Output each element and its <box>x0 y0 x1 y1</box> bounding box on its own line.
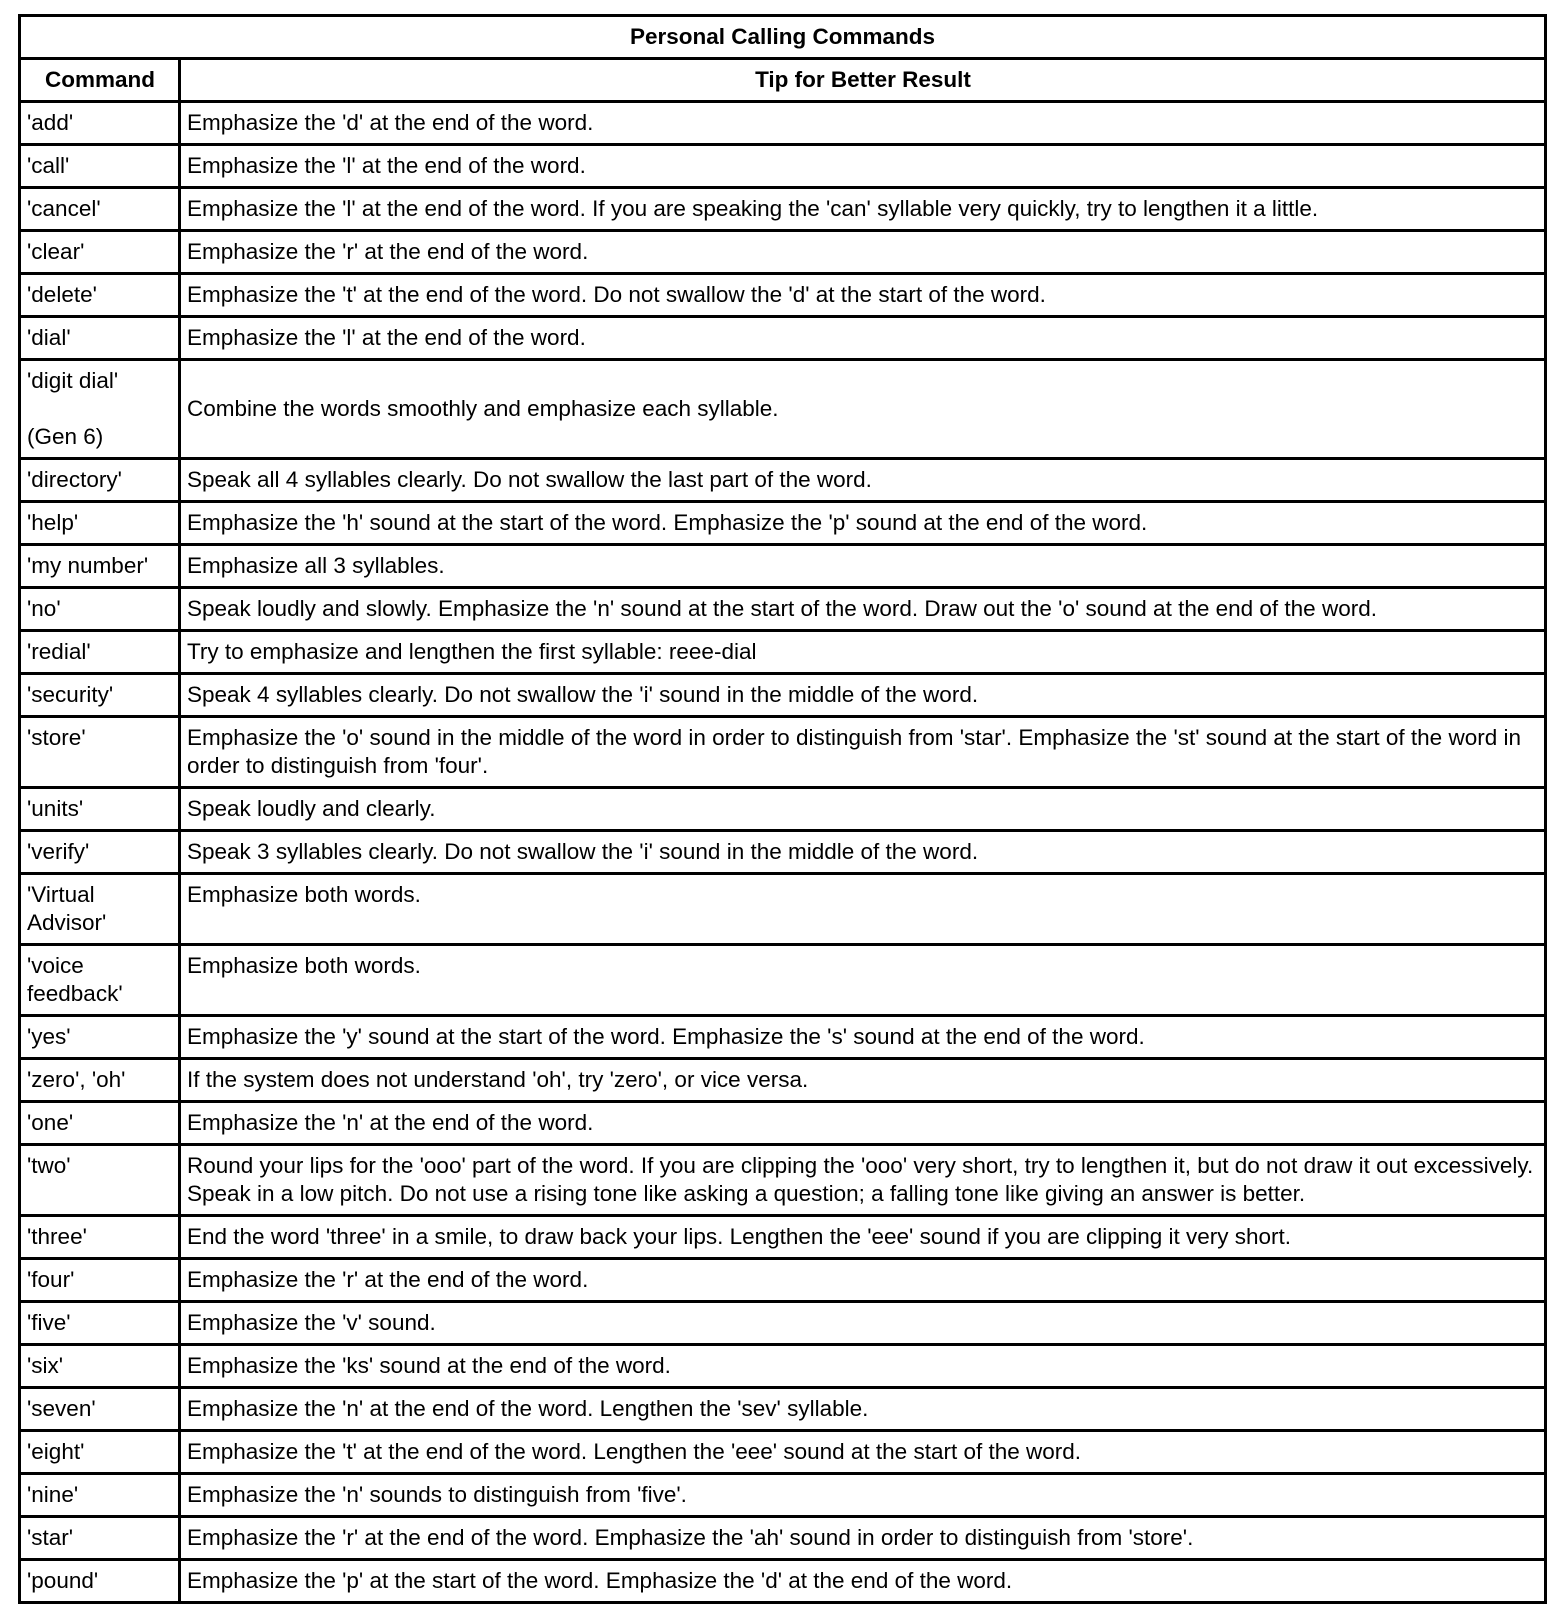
command-text: 'six' <box>27 1353 64 1378</box>
tip-cell: Try to emphasize and lengthen the first syllable: reee-dial <box>180 631 1546 674</box>
command-text: 'yes' <box>27 1024 71 1049</box>
table-row <box>20 317 1546 360</box>
command-text: 'verify' <box>27 839 90 864</box>
tip-cell: Speak loudly and clearly. <box>180 788 1546 831</box>
personal-calling-commands-table <box>18 14 1547 1604</box>
table-row <box>20 545 1546 588</box>
table-row <box>20 1102 1546 1145</box>
table-row <box>20 1145 1546 1216</box>
table-row <box>20 1345 1546 1388</box>
tip-cell: Emphasize the 'n' at the end of the word. Lengthen the 'sev' syllable. <box>180 1388 1546 1431</box>
command-text: 'five' <box>27 1310 71 1335</box>
tip-cell: Speak 4 syllables clearly. Do not swallow the 'i' sound in the middle of the word. <box>180 674 1546 717</box>
command-text: 'three' <box>27 1224 87 1249</box>
tip-cell: Emphasize the 'o' sound in the middle of the word in order to distinguish from 'star'. Emphasize the 'st' sound at the start of the word in order to distinguish from 'four'. <box>180 717 1546 788</box>
command-cell <box>20 1059 180 1102</box>
command-text: 'eight' <box>27 1439 85 1464</box>
tip-cell: Speak 3 syllables clearly. Do not swallow the 'i' sound in the middle of the word. <box>180 831 1546 874</box>
command-text: 'pound' <box>27 1568 99 1593</box>
table-row <box>20 145 1546 188</box>
command-text: 'zero', 'oh' <box>27 1067 126 1092</box>
command-cell <box>20 459 180 502</box>
command-text: 'no' <box>27 596 61 621</box>
command-text: 'voice feedback' <box>27 953 123 1006</box>
command-cell <box>20 1517 180 1560</box>
table-row <box>20 874 1546 945</box>
table-row <box>20 831 1546 874</box>
tip-cell: Emphasize the 'ks' sound at the end of the word. <box>180 1345 1546 1388</box>
command-cell <box>20 674 180 717</box>
command-cell <box>20 1431 180 1474</box>
command-cell <box>20 1259 180 1302</box>
tip-cell: Emphasize the 'n' at the end of the word. <box>180 1102 1546 1145</box>
tip-cell: Emphasize the 't' at the end of the word. Do not swallow the 'd' at the start of the word. <box>180 274 1546 317</box>
tip-cell: If the system does not understand 'oh', try 'zero', or vice versa. <box>180 1059 1546 1102</box>
command-cell <box>20 1216 180 1259</box>
command-text: 'two' <box>27 1153 71 1178</box>
command-cell <box>20 502 180 545</box>
command-text: 'digit dial' <box>27 368 119 393</box>
tip-cell: Emphasize the 'r' at the end of the word. <box>180 231 1546 274</box>
table-row <box>20 1474 1546 1517</box>
command-text: 'clear' <box>27 239 85 264</box>
tip-cell: Emphasize the 'r' at the end of the word. <box>180 1259 1546 1302</box>
command-cell <box>20 1345 180 1388</box>
command-cell <box>20 545 180 588</box>
tip-cell: Emphasize the 'l' at the end of the word. <box>180 145 1546 188</box>
command-text: 'one' <box>27 1110 74 1135</box>
tip-cell: Emphasize the 'd' at the end of the word. <box>180 102 1546 145</box>
table-row <box>20 1302 1546 1345</box>
table-row <box>20 1216 1546 1259</box>
table-row <box>20 1016 1546 1059</box>
command-cell <box>20 1302 180 1345</box>
command-text: 'store' <box>27 725 86 750</box>
table-row <box>20 102 1546 145</box>
command-cell <box>20 188 180 231</box>
tip-cell: Combine the words smoothly and emphasize each syllable. <box>180 360 1546 459</box>
command-cell <box>20 360 180 459</box>
tip-cell: Speak all 4 syllables clearly. Do not swallow the last part of the word. <box>180 459 1546 502</box>
command-cell <box>20 1388 180 1431</box>
command-cell <box>20 145 180 188</box>
table-row <box>20 502 1546 545</box>
command-cell <box>20 1016 180 1059</box>
command-cell <box>20 631 180 674</box>
tip-cell: Emphasize all 3 syllables. <box>180 545 1546 588</box>
tip-cell: Emphasize the 't' at the end of the word. Lengthen the 'eee' sound at the start of the word. <box>180 1431 1546 1474</box>
table-row <box>20 1560 1546 1603</box>
tip-cell: Emphasize the 'l' at the end of the word. If you are speaking the 'can' syllable very quickly, try to lengthen it a little. <box>180 188 1546 231</box>
table-row <box>20 1517 1546 1560</box>
command-text: 'nine' <box>27 1482 79 1507</box>
command-text: 'dial' <box>27 325 71 350</box>
command-cell <box>20 231 180 274</box>
table-row <box>20 588 1546 631</box>
command-text: 'seven' <box>27 1396 96 1421</box>
table-row <box>20 188 1546 231</box>
tip-cell: Emphasize the 'l' at the end of the word. <box>180 317 1546 360</box>
table-body <box>20 102 1546 1603</box>
table-header-row <box>20 59 1546 102</box>
column-header-command: Command <box>20 59 180 102</box>
column-header-tip: Tip for Better Result <box>180 59 1546 102</box>
tip-cell: Emphasize the 'v' sound. <box>180 1302 1546 1345</box>
command-cell <box>20 274 180 317</box>
tip-cell: End the word 'three' in a smile, to draw back your lips. Lengthen the 'eee' sound if you are clipping it very short. <box>180 1216 1546 1259</box>
tip-cell: Emphasize the 'r' at the end of the word. Emphasize the 'ah' sound in order to distinguish from 'store'. <box>180 1517 1546 1560</box>
command-cell <box>20 874 180 945</box>
command-cell <box>20 1102 180 1145</box>
table-row <box>20 459 1546 502</box>
command-cell <box>20 831 180 874</box>
command-cell <box>20 588 180 631</box>
tip-cell: Emphasize the 'n' sounds to distinguish from 'five'. <box>180 1474 1546 1517</box>
command-text: 'security' <box>27 682 114 707</box>
command-cell <box>20 1474 180 1517</box>
table-row <box>20 1059 1546 1102</box>
command-note: (Gen 6) <box>27 424 104 449</box>
command-text: 'directory' <box>27 467 122 492</box>
command-spacer <box>27 395 173 423</box>
command-text: 'add' <box>27 110 74 135</box>
tip-cell: Emphasize both words. <box>180 945 1546 1016</box>
command-text: 'Virtual Advisor' <box>27 882 107 935</box>
command-cell <box>20 102 180 145</box>
command-cell <box>20 945 180 1016</box>
tip-cell: Speak loudly and slowly. Emphasize the 'n' sound at the start of the word. Draw out the 'o' sound at the end of the word. <box>180 588 1546 631</box>
table-row <box>20 631 1546 674</box>
table-title: Personal Calling Commands <box>20 16 1546 59</box>
table-row <box>20 231 1546 274</box>
command-text: 'cancel' <box>27 196 101 221</box>
command-text: 'delete' <box>27 282 97 307</box>
table-row <box>20 945 1546 1016</box>
command-text: 'units' <box>27 796 84 821</box>
table-row <box>20 1388 1546 1431</box>
table-row <box>20 1431 1546 1474</box>
command-text: 'call' <box>27 153 70 178</box>
table-row <box>20 274 1546 317</box>
command-cell <box>20 788 180 831</box>
table-row <box>20 360 1546 459</box>
table-row <box>20 1259 1546 1302</box>
command-text: 'redial' <box>27 639 91 664</box>
command-text: 'four' <box>27 1267 75 1292</box>
table-row <box>20 717 1546 788</box>
command-cell <box>20 717 180 788</box>
tip-cell: Round your lips for the 'ooo' part of the word. If you are clipping the 'ooo' very short, try to lengthen it, but do not draw it out excessively. Speak in a low pitch. Do not use a rising tone like asking a question; a falling tone like giving an answer is better. <box>180 1145 1546 1216</box>
command-cell <box>20 1145 180 1216</box>
tip-cell: Emphasize the 'h' sound at the start of the word. Emphasize the 'p' sound at the end of the word. <box>180 502 1546 545</box>
tip-cell: Emphasize the 'p' at the start of the word. Emphasize the 'd' at the end of the word. <box>180 1560 1546 1603</box>
command-text: 'my number' <box>27 553 149 578</box>
table-title-row <box>20 16 1546 59</box>
command-text: 'star' <box>27 1525 74 1550</box>
table-row <box>20 788 1546 831</box>
command-cell <box>20 1560 180 1603</box>
tip-cell: Emphasize both words. <box>180 874 1546 945</box>
command-cell <box>20 317 180 360</box>
table-row <box>20 674 1546 717</box>
tip-cell: Emphasize the 'y' sound at the start of the word. Emphasize the 's' sound at the end of the word. <box>180 1016 1546 1059</box>
command-text: 'help' <box>27 510 79 535</box>
